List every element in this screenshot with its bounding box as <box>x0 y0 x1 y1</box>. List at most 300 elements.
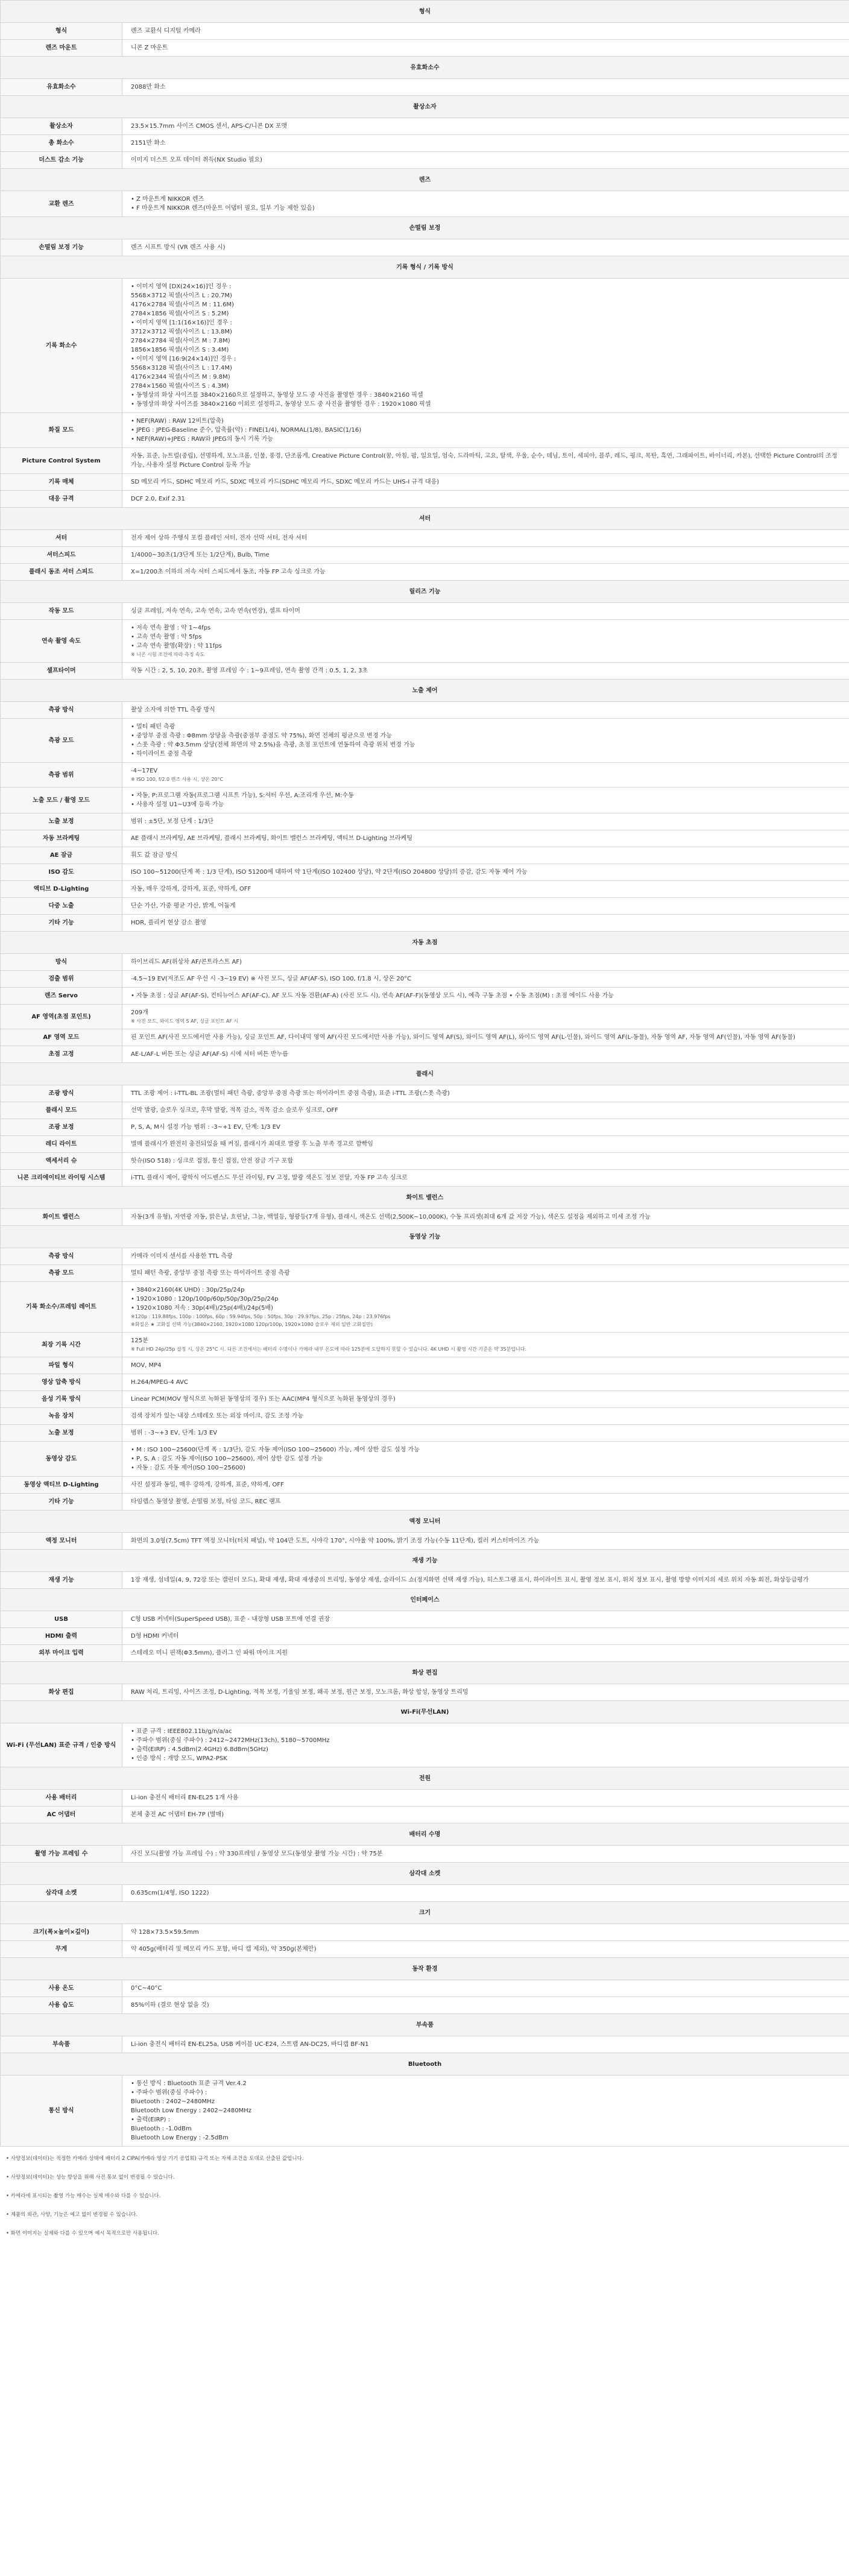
spec-value <box>122 954 849 971</box>
spec-value <box>122 413 849 448</box>
spec-value-line: Bluetooth Low Energy : 2402~2480MHz <box>131 2107 252 2114</box>
spec-value-line: • 통신 방식 : Bluetooth 표준 규격 Ver.4.2 <box>131 2080 247 2087</box>
spec-value-line: • 동영상의 화상 사이즈를 3840×2160 이외로 설정하고, 동영상 모드 중 사진을 촬영한 경우 : 1920×1080 픽셀 <box>131 401 431 408</box>
spec-row <box>1 1924 849 1941</box>
spec-row <box>1 1997 849 2014</box>
spec-row <box>1 239 849 256</box>
spec-label: 액세서리 슈 <box>1 1153 122 1170</box>
spec-row <box>1 881 849 898</box>
spec-value <box>122 1391 849 1408</box>
spec-value <box>122 1477 849 1494</box>
spec-value <box>122 813 849 830</box>
section-header <box>1 1063 849 1085</box>
spec-value <box>122 971 849 988</box>
spec-value <box>122 1005 849 1029</box>
spec-row <box>1 1477 849 1494</box>
spec-label: 음성 기록 방식 <box>1 1391 122 1408</box>
spec-row <box>1 1425 849 1442</box>
spec-value-line: 2784×1560 픽셀(사이즈 S : 4.3M) <box>131 383 229 390</box>
spec-label: 동영상 액티브 D-Lighting <box>1 1477 122 1494</box>
footnote: • 사양정보(데이터)는 성능 향상을 위해 사전 통보 없이 변경될 수 있습니다. <box>6 2174 175 2180</box>
spec-value <box>122 620 849 663</box>
spec-label: 촬상소자 <box>1 118 122 135</box>
spec-value-line: ISO 100~51200(단계 폭 : 1/3 단계), ISO 51200에 대하여 약 1단계(ISO 102400 상당), 약 2단계(ISO 204800 상당)의 증감, 감도 자동 제어 가능 <box>131 869 528 876</box>
spec-value <box>122 1029 849 1046</box>
spec-label: 화상 편집 <box>1 1684 122 1701</box>
spec-label: 측광 모드 <box>1 1265 122 1282</box>
spec-label: 크기(폭×높이×깊이) <box>1 1924 122 1941</box>
spec-label: 연속 촬영 속도 <box>1 620 122 663</box>
spec-value <box>122 1170 849 1187</box>
spec-value <box>122 1924 849 1941</box>
spec-label: 니콘 크리에이티브 라이팅 시스템 <box>1 1170 122 1187</box>
section-header <box>1 256 849 279</box>
section-title: 플래시 <box>1 1063 849 1085</box>
spec-value-line: Li-ion 충전식 배터리 EN-EL25 1개 사용 <box>131 1795 239 1801</box>
spec-label: 동영상 감도 <box>1 1442 122 1477</box>
spec-label: 사용 온도 <box>1 1980 122 1997</box>
spec-row <box>1 1611 849 1628</box>
section-title: 촬상소자 <box>1 96 849 118</box>
spec-value-line: • 동영상의 화상 사이즈를 3840×2160으로 설정하고, 동영상 모드 중 사진을 촬영한 경우 : 3840×2160 픽셀 <box>131 392 423 399</box>
spec-value-line: Bluetooth Low Energy : -2.5dBm <box>131 2135 229 2141</box>
spec-value-line: • 자동, P:프로그램 자동(프로그램 시프트 가능), S:셔터 우선, A:조리개 우선, M:수동 <box>131 792 354 799</box>
spec-value <box>122 1645 849 1662</box>
spec-label: 측광 범위 <box>1 763 122 788</box>
spec-value <box>122 547 849 564</box>
spec-value-line: HDR, 플리커 현상 감소 촬영 <box>131 920 207 926</box>
spec-value-line: • 자동 : 감도 자동 제어(ISO 100~25600) <box>131 1465 245 1471</box>
spec-label: 자동 브라케팅 <box>1 830 122 847</box>
spec-row <box>1 1374 849 1391</box>
spec-row <box>1 1846 849 1863</box>
spec-label: Wi-Fi (무선LAN) 표준 규격 / 인증 방식 <box>1 1723 122 1767</box>
spec-label: 영상 압축 방식 <box>1 1374 122 1391</box>
section-title: 기록 형식 / 기록 방식 <box>1 256 849 279</box>
spec-label: 부속품 <box>1 2036 122 2053</box>
spec-row <box>1 2076 849 2147</box>
spec-row <box>1 1885 849 1902</box>
section-title: 화이트 밸런스 <box>1 1187 849 1209</box>
spec-row <box>1 40 849 57</box>
section-title: 크기 <box>1 1902 849 1924</box>
spec-table-body <box>1 1 849 2147</box>
spec-value <box>122 1807 849 1823</box>
spec-value-line: 2151만 화소 <box>131 140 166 147</box>
spec-value <box>122 118 849 135</box>
spec-value <box>122 1248 849 1265</box>
spec-value-line: 4176×2344 픽셀(사이즈 M : 9.8M) <box>131 374 230 380</box>
spec-value-line: DCF 2.0, Exif 2.31 <box>131 496 185 502</box>
spec-row <box>1 1357 849 1374</box>
spec-row <box>1 1684 849 1701</box>
spec-value-line: 23.5×15.7mm 사이즈 CMOS 센서, APS-C/니콘 DX 포맷 <box>131 123 288 130</box>
spec-label: 파일 형식 <box>1 1357 122 1374</box>
spec-value-line: 스테레오 미니 핀잭(Φ3.5mm), 플러그 인 파워 마이크 지원 <box>131 1650 288 1656</box>
spec-row <box>1 1391 849 1408</box>
spec-value-line: • NEF(RAW) : RAW 12비트(압축) <box>131 418 224 425</box>
spec-row <box>1 1085 849 1102</box>
spec-value <box>122 1442 849 1477</box>
spec-value-line: • 출력(EIRP) : 4.5dBm(2.4GHz) 6.8dBm(5GHz) <box>131 1746 268 1753</box>
spec-value-line: C형 USB 커넥터(SuperSpeed USB), 표준 - 내장형 USB 포트에 연결 권장 <box>131 1616 330 1623</box>
spec-row <box>1 1119 849 1136</box>
spec-value-line: 검색 장치가 있는 내장 스테레오 또는 외장 마이크, 감도 조정 가능 <box>131 1413 304 1419</box>
spec-value <box>122 1611 849 1628</box>
spec-row <box>1 603 849 620</box>
spec-value-line: 타임랩스 동영상 촬영, 손떨림 보정, 타임 코드, REC 램프 <box>131 1498 281 1505</box>
spec-value-line: 자동, 표준, 뉴트럴(중립), 선명하게, 모노크롬, 인물, 풍경, 단조롭게, Creative Picture Control(꿈, 아침, 팝, 일요일, 엄숙, 드라마틱, 고요, 탈색, 우울, 순수, 데님, 토이, 세피아, 블루, 레드, 핑크, 목탄, 흑연, 그래파이트, 바이너리, 카본), 선택한 Picture Control의 조정 가능, 사용자 설정 Picture Control 등록 가능 <box>131 453 838 469</box>
spec-value-line: 0.635cm(1/4형, ISO 1222) <box>131 1890 209 1896</box>
spec-value <box>122 1790 849 1807</box>
spec-value-line: 선막 발광, 슬로우 싱크로, 후막 발광, 적목 감소, 적목 감소 슬로우 싱크로, OFF <box>131 1107 338 1114</box>
spec-value <box>122 663 849 680</box>
spec-row <box>1 1533 849 1550</box>
spec-value-note: ※ ISO 100, f/2.0 렌즈 사용 시, 상온 20°C <box>131 777 224 782</box>
spec-value <box>122 830 849 847</box>
spec-value-line: 1/4000~30초(1/3단계 또는 1/2단계), Bulb, Time <box>131 552 270 558</box>
spec-label: 삼각대 소켓 <box>1 1885 122 1902</box>
spec-value-line: 사진 모드(촬영 가능 프레임 수) : 약 330프레임 / 동영상 모드(동영상 촬영 가능 시간) : 약 75분 <box>131 1851 383 1857</box>
spec-value-line: 1856×1856 픽셀(사이즈 S : 3.4M) <box>131 347 229 353</box>
spec-row <box>1 1170 849 1187</box>
spec-label: 측광 방식 <box>1 702 122 719</box>
spec-label: AF 영역(초점 포인트) <box>1 1005 122 1029</box>
spec-value-line: • 사용자 설정 U1~U3에 등록 가능 <box>131 801 224 808</box>
spec-value-line: 자동, 매우 강하게, 강하게, 표준, 약하게, OFF <box>131 886 251 892</box>
spec-row <box>1 1628 849 1645</box>
spec-row <box>1 1282 849 1333</box>
spec-label: 플래시 모드 <box>1 1102 122 1119</box>
spec-label: 셀프타이머 <box>1 663 122 680</box>
spec-value-line: • 하이라이트 중점 측광 <box>131 751 193 757</box>
spec-label: 더스트 감소 기능 <box>1 152 122 169</box>
spec-row <box>1 620 849 663</box>
spec-label: 기타 기능 <box>1 1494 122 1511</box>
spec-value-line: 3712×3712 픽셀(사이즈 L : 13.8M) <box>131 329 232 335</box>
spec-row <box>1 1494 849 1511</box>
spec-value-line: D형 HDMI 커넥터 <box>131 1633 179 1640</box>
spec-value-line: 렌즈 시프트 방식 (VR 렌즈 사용 시) <box>131 244 226 251</box>
spec-value-note: ※120p : 119.88fps, 100p : 100fps, 60p : 59.94fps, 50p : 50fps, 30p : 29.97fps, 25p : 25fps, 24p : 23.976fps <box>131 1314 391 1319</box>
section-title: 셔터 <box>1 508 849 530</box>
spec-label: 재생 기능 <box>1 1572 122 1589</box>
section-header <box>1 217 849 239</box>
spec-value-line: 85%이하 (결로 현상 없을 것) <box>131 2002 209 2009</box>
spec-label: 플래시 동조 셔터 스피드 <box>1 564 122 581</box>
spec-value-line: • 주파수 범위(중심 주파수) : <box>131 2089 207 2096</box>
spec-value-line: 125분 <box>131 1337 148 1344</box>
spec-row <box>1 152 849 169</box>
spec-value-line: • 멀티 패턴 측광 <box>131 724 175 730</box>
section-header <box>1 1902 849 1924</box>
spec-value-line: Bluetooth : 2402~2480MHz <box>131 2098 215 2105</box>
section-header <box>1 57 849 79</box>
section-title: 렌즈 <box>1 169 849 191</box>
spec-row <box>1 954 849 971</box>
spec-value <box>122 898 849 915</box>
spec-value-line: 핫슈(ISO 518) : 싱크로 접점, 통신 접점, 안전 잠금 기구 포함 <box>131 1158 294 1164</box>
section-header <box>1 1187 849 1209</box>
spec-value <box>122 1102 849 1119</box>
spec-row <box>1 788 849 813</box>
spec-label: 레디 라이트 <box>1 1136 122 1153</box>
spec-value-line: 1장 재생, 섬네일(4, 9, 72장 또는 캘린더 모드), 확대 재생, 확대 재생중의 트리밍, 동영상 재생, 슬라이드 쇼(정지화면 선택 재생 가능), 히스토그램 표시, 하이라이트 표시, 촬영 정보 표시, 위치 정보 표시, 촬영 방향 이미지의 세로 위치 자동 회전, 화상등급평가 <box>131 1577 809 1583</box>
spec-value <box>122 1533 849 1550</box>
spec-value-line: • NEF(RAW)+JPEG : RAW와 JPEG의 동시 기록 가능 <box>131 436 274 443</box>
spec-value <box>122 135 849 152</box>
spec-value-note: ※ 니콘 시험 조건에 따라 측정 속도 <box>131 652 205 657</box>
spec-value <box>122 1628 849 1645</box>
spec-value <box>122 1425 849 1442</box>
spec-value-line: • M : ISO 100~25600(단계 폭 : 1/3단), 감도 자동 제어(ISO 100~25600) 가능, 제어 상한 감도 설정 가능 <box>131 1447 420 1453</box>
spec-value-line: • 고속 연속 촬영(확장) : 약 11fps <box>131 643 222 649</box>
spec-label: 노출 모드 / 촬영 모드 <box>1 788 122 813</box>
spec-label: 노출 보정 <box>1 813 122 830</box>
spec-row <box>1 191 849 217</box>
section-header <box>1 1958 849 1980</box>
spec-value-line: • 출력(EIRP) : <box>131 2117 170 2123</box>
spec-value-line: 209개 <box>131 1009 148 1016</box>
spec-value-line: • 이미지 영역 [16:9(24×14)]인 경우 : <box>131 356 236 362</box>
spec-value-line: 하이브리드 AF(위상차 AF/콘트라스트 AF) <box>131 959 242 965</box>
spec-value-line: 2784×2784 픽셀(사이즈 M : 7.8M) <box>131 338 230 344</box>
spec-value <box>122 40 849 57</box>
spec-label: 사용 습도 <box>1 1997 122 2014</box>
spec-row <box>1 279 849 413</box>
spec-value <box>122 719 849 763</box>
spec-label: 액정 모니터 <box>1 1533 122 1550</box>
section-header <box>1 96 849 118</box>
spec-label: 기록 매체 <box>1 474 122 491</box>
spec-value-line: Linear PCM(MOV 형식으로 녹화된 동영상의 경우) 또는 AAC(MP4 형식으로 녹화된 동영상의 경우) <box>131 1396 396 1403</box>
spec-value-line: 범위 : ±5단, 보정 단계 : 1/3단 <box>131 818 214 825</box>
spec-label: 손떨림 보정 기능 <box>1 239 122 256</box>
section-title: 형식 <box>1 1 849 23</box>
section-title: 삼각대 소켓 <box>1 1863 849 1885</box>
spec-value-line: • 중앙부 중점 측광 : Φ8mm 상당을 측광(중점부 중점도 약 75%), 화면 전체의 평균으로 변경 가능 <box>131 733 392 739</box>
spec-value-note: ※화질은 ★ 고화질 선택 가능(3840×2160, 1920×1080 120p/100p, 1920×1080 슬로우 제외 일반 고화질만) <box>131 1322 373 1327</box>
spec-label: 셔터 <box>1 530 122 547</box>
spec-value <box>122 530 849 547</box>
spec-value-line: • 3840×2160(4K UHD) : 30p/25p/24p <box>131 1287 245 1293</box>
spec-value <box>122 239 849 256</box>
spec-value <box>122 1136 849 1153</box>
section-title: 액정 모니터 <box>1 1511 849 1533</box>
section-title: 동영상 기능 <box>1 1226 849 1248</box>
spec-row <box>1 971 849 988</box>
spec-row <box>1 118 849 135</box>
spec-label: USB <box>1 1611 122 1628</box>
section-title: 자동 초점 <box>1 932 849 954</box>
spec-label: 유효화소수 <box>1 79 122 96</box>
spec-row <box>1 1265 849 1282</box>
section-title: 인터페이스 <box>1 1589 849 1611</box>
spec-value <box>122 1209 849 1226</box>
spec-row <box>1 663 849 680</box>
spec-value-line: 사진 설정과 동일, 매우 강하게, 강하게, 표준, 약하게, OFF <box>131 1482 284 1488</box>
spec-label: 총 화소수 <box>1 135 122 152</box>
spec-row <box>1 1790 849 1807</box>
spec-value-line: 카메라 이미지 센서를 사용한 TTL 측광 <box>131 1253 233 1260</box>
spec-value-line: • 스폿 측광 : 약 Φ3.5mm 상당(전체 화면의 약 2.5%)을 측광, 초점 포인트에 연동하여 측광 위치 변경 가능 <box>131 742 415 748</box>
section-header <box>1 169 849 191</box>
spec-value-line: 5568×3128 픽셀(사이즈 L : 17.4M) <box>131 365 232 371</box>
spec-value-line: 멀티 패턴 측광, 중앙부 중점 측광 또는 하이라이트 중점 측광 <box>131 1270 290 1277</box>
spec-row <box>1 1645 849 1662</box>
spec-row <box>1 530 849 547</box>
footnote: • 사양정보(데이터)는 적정한 카메라 상태에 배터리 2 CIPA(카메라 영상 기기 공업회) 규격 또는 자체 조건을 토대로 산출된 값입니다. <box>6 2156 304 2162</box>
section-header <box>1 1863 849 1885</box>
spec-value-line: SD 메모리 카드, SDHC 메모리 카드, SDXC 메모리 카드(SDHC 메모리 카드, SDXC 메모리 카드는 UHS-I 규격 대응) <box>131 479 440 485</box>
spec-row <box>1 864 849 881</box>
spec-row <box>1 564 849 581</box>
spec-row <box>1 915 849 932</box>
spec-value <box>122 1494 849 1511</box>
spec-row <box>1 702 849 719</box>
spec-label: AC 어댑터 <box>1 1807 122 1823</box>
spec-row <box>1 1408 849 1425</box>
spec-value-line: • P, S, A : 감도 자동 제어(ISO 100~25600), 제어 상한 감도 설정 가능 <box>131 1456 323 1462</box>
spec-value-line: • 표준 규격 : IEEE802.11b/g/n/a/ac <box>131 1728 232 1735</box>
spec-row <box>1 1046 849 1063</box>
section-header <box>1 508 849 530</box>
spec-label: 렌즈 Servo <box>1 988 122 1005</box>
spec-value <box>122 881 849 898</box>
footnote: • 화면 이미지는 실제와 다를 수 있으며 예시 목적으로만 사용됩니다. <box>6 2230 159 2237</box>
spec-value-line: TTL 조광 제어 : i-TTL-BL 조광(멀티 패턴 측광, 중앙부 중점 측광 또는 하이라이트 중점 측광), 표준 i-TTL 조광(스폿 측광) <box>131 1090 450 1097</box>
spec-value <box>122 1046 849 1063</box>
spec-value-line: • 이미지 영역 [DX(24×16)]인 경우 : <box>131 283 232 290</box>
spec-label: 화이트 밸런스 <box>1 1209 122 1226</box>
spec-row <box>1 1153 849 1170</box>
spec-label: 다중 노출 <box>1 898 122 915</box>
spec-row <box>1 830 849 847</box>
spec-label: 형식 <box>1 23 122 40</box>
spec-label: 기록 화소수 <box>1 279 122 413</box>
spec-label: HDMI 출력 <box>1 1628 122 1645</box>
footnote: • 제품의 외관, 사양, 기능은 예고 없이 변경될 수 있습니다. <box>6 2212 138 2218</box>
spec-label: 기록 화소수/프레임 레이트 <box>1 1282 122 1333</box>
spec-label: 녹음 장치 <box>1 1408 122 1425</box>
spec-value <box>122 847 849 864</box>
spec-row <box>1 2036 849 2053</box>
spec-value <box>122 988 849 1005</box>
spec-row <box>1 413 849 448</box>
section-header <box>1 1 849 23</box>
spec-label: 방식 <box>1 954 122 971</box>
spec-row <box>1 988 849 1005</box>
spec-value-line: • 주파수 범위(중심 주파수) : 2412~2472MHz(13ch), 5180~5700MHz <box>131 1737 330 1744</box>
spec-row <box>1 719 849 763</box>
spec-value <box>122 474 849 491</box>
spec-row <box>1 847 849 864</box>
spec-row <box>1 1333 849 1357</box>
spec-row <box>1 1029 849 1046</box>
spec-value <box>122 1980 849 1997</box>
section-header <box>1 1701 849 1723</box>
section-header <box>1 1226 849 1248</box>
spec-value <box>122 915 849 932</box>
spec-row <box>1 1102 849 1119</box>
spec-value-line: 약 128×73.5×59.5mm <box>131 1929 199 1936</box>
spec-value <box>122 1374 849 1391</box>
spec-label: 조광 방식 <box>1 1085 122 1102</box>
spec-label: 측광 모드 <box>1 719 122 763</box>
spec-value <box>122 763 849 788</box>
spec-value-line: H.264/MPEG-4 AVC <box>131 1379 188 1386</box>
spec-value-line: • 인증 방식 : 개방 모드, WPA2-PSK <box>131 1755 227 1762</box>
spec-value <box>122 1997 849 2014</box>
spec-value-line: MOV, MP4 <box>131 1362 162 1369</box>
spec-value-line: • JPEG : JPEG-Baseline 준수, 압축률(약) : FINE(1/4), NORMAL(1/8), BASIC(1/16) <box>131 427 362 434</box>
spec-value-line: 자동(3개 유형), 자연광 자동, 맑은날, 흐린날, 그늘, 백열등, 형광등(7개 유형), 플래시, 색온도 선택(2,500K~10,000K), 수동 프리셋(최대 6개 값 저장 가능), 색온도 설정을 제외하고 미세 조정 가능 <box>131 1214 651 1220</box>
spec-value <box>122 1723 849 1767</box>
spec-label: 사용 배터리 <box>1 1790 122 1807</box>
spec-label: 무게 <box>1 1941 122 1958</box>
spec-row <box>1 1005 849 1029</box>
spec-value <box>122 1265 849 1282</box>
spec-label: Picture Control System <box>1 448 122 474</box>
spec-row <box>1 474 849 491</box>
spec-value <box>122 1846 849 1863</box>
spec-row <box>1 1442 849 1477</box>
section-title: 부속품 <box>1 2014 849 2036</box>
spec-value <box>122 1885 849 1902</box>
spec-row <box>1 813 849 830</box>
spec-label: 초점 고정 <box>1 1046 122 1063</box>
spec-value <box>122 1282 849 1333</box>
spec-value <box>122 1941 849 1958</box>
section-header <box>1 1589 849 1611</box>
section-header <box>1 2014 849 2036</box>
spec-value-line: • 고속 연속 촬영 : 약 5fps <box>131 634 202 640</box>
spec-label: 렌즈 마운트 <box>1 40 122 57</box>
spec-label: 측광 방식 <box>1 1248 122 1265</box>
spec-value <box>122 79 849 96</box>
spec-row <box>1 1209 849 1226</box>
spec-label: 노출 보정 <box>1 1425 122 1442</box>
spec-value-line: • 자동 초점 : 싱글 AF(AF-S), 컨티뉴어스 AF(AF-C), AF 모드 자동 전환(AF-A) (사진 모드 시), 연속 AF(AF-F)(동영상 모드 시), 예측 구동 초점 • 수동 초점(M) : 초점 에이드 사용 가능 <box>131 993 614 999</box>
section-header <box>1 1823 849 1846</box>
spec-value-line: 4176×2784 픽셀(사이즈 M : 11.6M) <box>131 301 234 308</box>
spec-value-line: 범위 : -3~+3 EV, 단계: 1/3 EV <box>131 1430 218 1436</box>
spec-row <box>1 1572 849 1589</box>
section-header <box>1 932 849 954</box>
spec-value-line: 핀 포인트 AF(사진 모드에서만 사용 가능), 싱글 포인트 AF, 다이내믹 영역 AF(사진 모드에서만 사용 가능), 와이드 영역 AF(S), 와이드 영역 AF(L), 와이드 영역 AF(L-인물), 와이드 영역 AF(L-동물), 자동 영역 AF, 자동 영역 AF(인물), 자동 영역 AF(동물) <box>131 1034 795 1041</box>
spec-value-line: 작동 시간 : 2, 5, 10, 20초, 촬영 프레임 수 : 1~9프레임, 연속 촬영 간격 : 0.5, 1, 2, 3초 <box>131 668 368 674</box>
section-header <box>1 680 849 702</box>
spec-label: 대응 규격 <box>1 491 122 508</box>
spec-value <box>122 152 849 169</box>
spec-row <box>1 448 849 474</box>
spec-value-line: 0°C~40°C <box>131 1985 162 1992</box>
spec-value-line: 전자 제어 상하 주행식 포컬 플레인 셔터, 전자 선막 셔터, 전자 셔터 <box>131 535 308 541</box>
spec-value-line: Bluetooth : -1.0dBm <box>131 2126 192 2132</box>
spec-value <box>122 191 849 217</box>
spec-value <box>122 564 849 581</box>
spec-value-line: • F 마운트계 NIKKOR 렌즈(마운트 어댑터 필요, 일부 기능 제한 있음) <box>131 205 315 212</box>
spec-value-line: RAW 처리, 트리밍, 사이즈 조정, D-Lighting, 적목 보정, 기울임 보정, 왜곡 보정, 원근 보정, 모노크롬, 화상 합성, 동영상 트리밍 <box>131 1689 469 1696</box>
spec-value <box>122 1357 849 1374</box>
spec-value-line: • Z 마운트계 NIKKOR 렌즈 <box>131 196 204 203</box>
spec-value-line: 렌즈 교환식 디지털 카메라 <box>131 28 201 34</box>
spec-row <box>1 898 849 915</box>
spec-value-line: 본체 충전 AC 어댑터 EH-7P (별매) <box>131 1811 224 1818</box>
spec-value-line: 이미지 더스트 오프 데이터 취득(NX Studio 필요) <box>131 157 262 163</box>
spec-row <box>1 763 849 788</box>
spec-value <box>122 1085 849 1102</box>
